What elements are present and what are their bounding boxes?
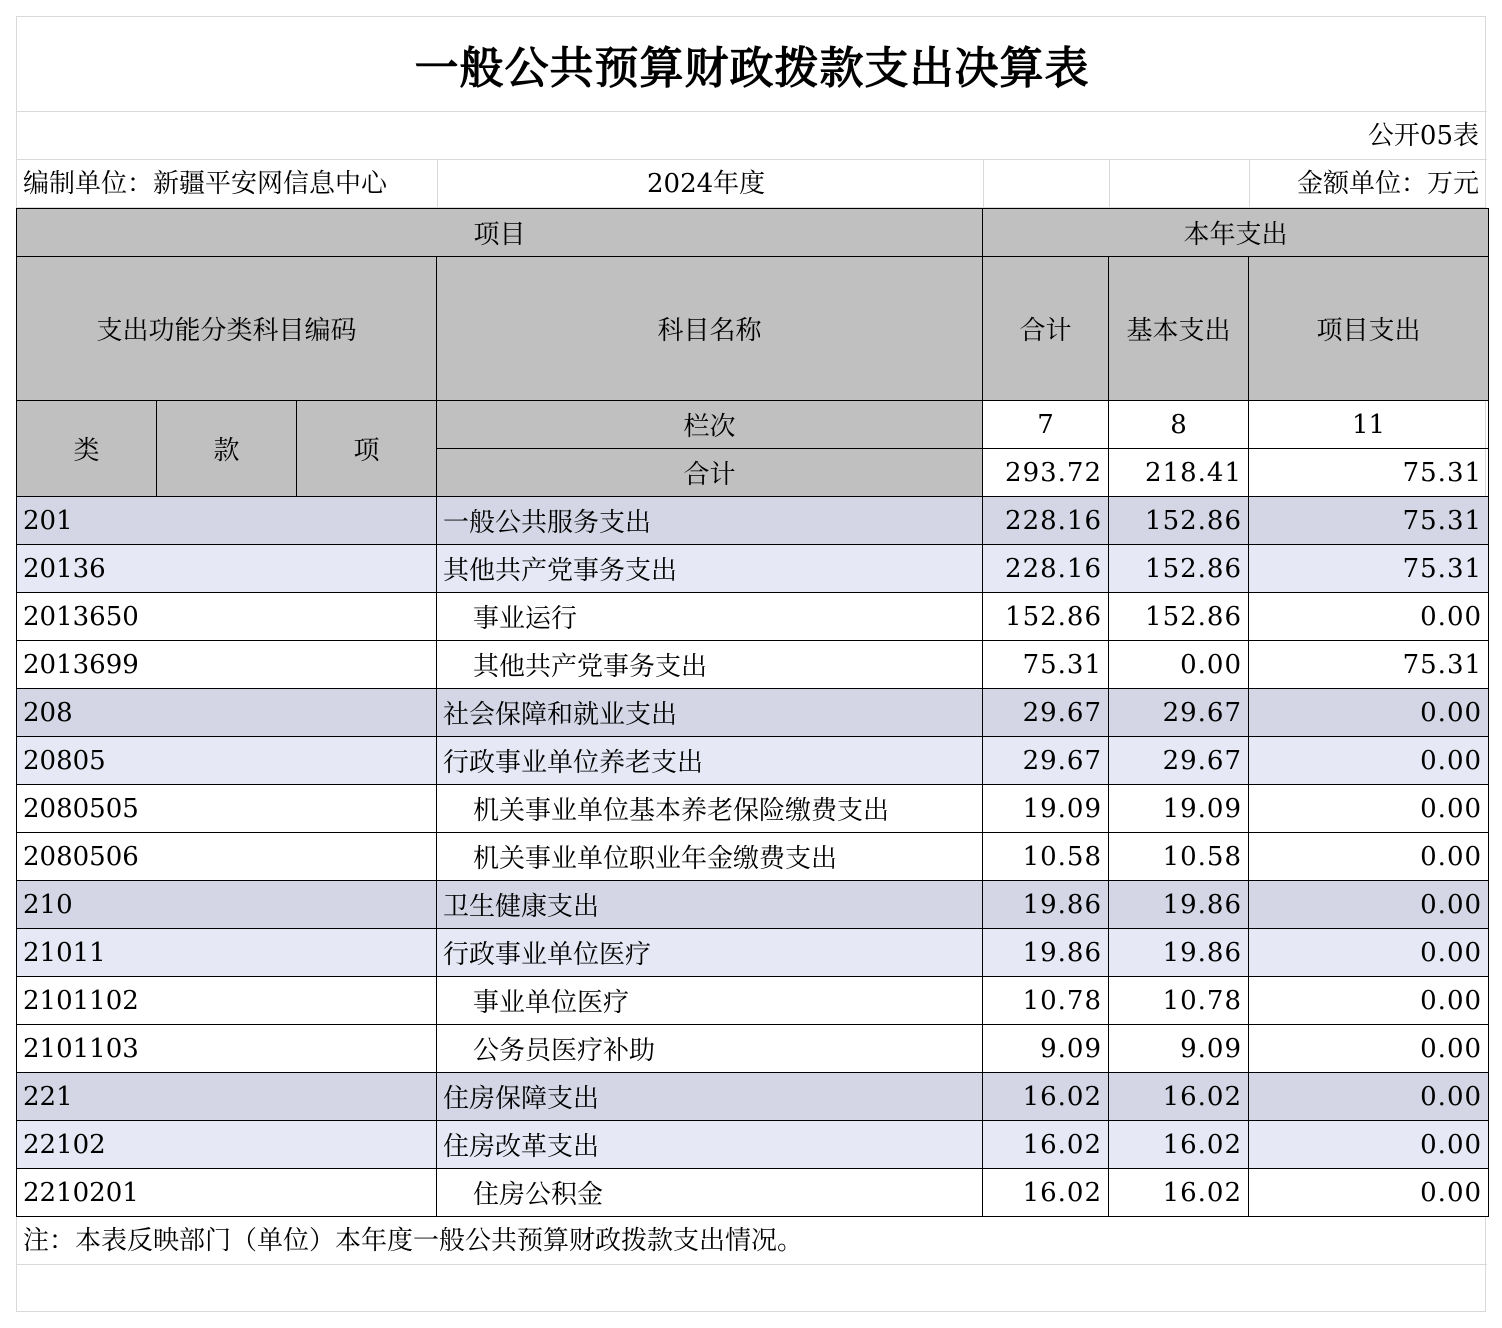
- meta-row: [17, 160, 1487, 208]
- row-name: 机关事业单位职业年金缴费支出: [437, 833, 983, 881]
- row-total: 16.02: [983, 1073, 1109, 1121]
- row-name: 其他共产党事务支出: [437, 641, 983, 689]
- table-row: [17, 977, 1489, 1025]
- row-project: 0.00: [1249, 1121, 1489, 1169]
- header-current-year-spend: 本年支出: [983, 209, 1489, 257]
- header-kuan: 款: [157, 401, 297, 497]
- row-total: 19.09: [983, 785, 1109, 833]
- row-name: 住房公积金: [437, 1169, 983, 1217]
- row-basic: 16.02: [1109, 1169, 1249, 1217]
- divider: [437, 160, 438, 208]
- col-index-11: 11: [1249, 401, 1489, 449]
- row-name: 公务员医疗补助: [437, 1025, 983, 1073]
- row-code: 221: [17, 1073, 437, 1121]
- table-row: [17, 641, 1489, 689]
- table-row: [17, 881, 1489, 929]
- sum-basic: 218.41: [1109, 449, 1249, 497]
- row-code: 22102: [17, 1121, 437, 1169]
- spreadsheet: [16, 16, 1486, 1312]
- row-total: 10.58: [983, 833, 1109, 881]
- form-code: 公开05表: [1367, 121, 1479, 151]
- row-code: 208: [17, 689, 437, 737]
- table-row: [17, 593, 1489, 641]
- row-total: 9.09: [983, 1025, 1109, 1073]
- row-basic: 152.86: [1109, 497, 1249, 545]
- row-total: 16.02: [983, 1121, 1109, 1169]
- row-project: 0.00: [1249, 977, 1489, 1025]
- row-project: 75.31: [1249, 641, 1489, 689]
- header-project: 项目支出: [1249, 257, 1489, 401]
- sum-total: 293.72: [983, 449, 1109, 497]
- table-row: [17, 1025, 1489, 1073]
- table-row: [17, 497, 1489, 545]
- divider: [1249, 160, 1250, 208]
- row-basic: 152.86: [1109, 593, 1249, 641]
- row-project: 0.00: [1249, 833, 1489, 881]
- row-total: 228.16: [983, 545, 1109, 593]
- header-total: 合计: [983, 257, 1109, 401]
- row-code: 2101103: [17, 1025, 437, 1073]
- table-row: [17, 1073, 1489, 1121]
- row-basic: 16.02: [1109, 1073, 1249, 1121]
- row-total: 152.86: [983, 593, 1109, 641]
- divider: [983, 160, 984, 208]
- row-code: 20805: [17, 737, 437, 785]
- row-total: 29.67: [983, 689, 1109, 737]
- table-row: [17, 833, 1489, 881]
- row-code: 20136: [17, 545, 437, 593]
- row-basic: 152.86: [1109, 545, 1249, 593]
- col-index-8: 8: [1109, 401, 1249, 449]
- row-basic: 19.09: [1109, 785, 1249, 833]
- row-name: 事业单位医疗: [437, 977, 983, 1025]
- row-project: 0.00: [1249, 737, 1489, 785]
- row-project: 0.00: [1249, 1073, 1489, 1121]
- amount-unit: 金额单位：万元: [1296, 169, 1479, 199]
- header-lei: 类: [17, 401, 157, 497]
- row-code: 2210201: [17, 1169, 437, 1217]
- row-project: 75.31: [1249, 497, 1489, 545]
- row-total: 19.86: [983, 881, 1109, 929]
- row-total: 228.16: [983, 497, 1109, 545]
- row-project: 0.00: [1249, 929, 1489, 977]
- table-row: [17, 785, 1489, 833]
- row-basic: 10.78: [1109, 977, 1249, 1025]
- row-project: 75.31: [1249, 545, 1489, 593]
- sum-label: 合计: [437, 449, 983, 497]
- row-name: 行政事业单位医疗: [437, 929, 983, 977]
- row-name: 社会保障和就业支出: [437, 689, 983, 737]
- row-total: 10.78: [983, 977, 1109, 1025]
- table-row: [17, 737, 1489, 785]
- footnote: 注：本表反映部门（单位）本年度一般公共预算财政拨款支出情况。: [17, 1217, 1487, 1265]
- report-title: 一般公共预算财政拨款支出决算表: [17, 17, 1487, 112]
- row-project: 0.00: [1249, 881, 1489, 929]
- row-project: 0.00: [1249, 1025, 1489, 1073]
- row-basic: 19.86: [1109, 881, 1249, 929]
- row-name: 行政事业单位养老支出: [437, 737, 983, 785]
- row-code: 201: [17, 497, 437, 545]
- row-total: 75.31: [983, 641, 1109, 689]
- row-basic: 9.09: [1109, 1025, 1249, 1073]
- row-basic: 29.67: [1109, 689, 1249, 737]
- row-name: 其他共产党事务支出: [437, 545, 983, 593]
- row-name: 机关事业单位基本养老保险缴费支出: [437, 785, 983, 833]
- row-project: 0.00: [1249, 1169, 1489, 1217]
- row-total: 16.02: [983, 1169, 1109, 1217]
- header-column-index: 栏次: [437, 401, 983, 449]
- header-item: 项目: [17, 209, 983, 257]
- row-basic: 29.67: [1109, 737, 1249, 785]
- header-subject-name: 科目名称: [437, 257, 983, 401]
- row-code: 2101102: [17, 977, 437, 1025]
- expenditure-table: [16, 208, 1489, 1217]
- row-basic: 19.86: [1109, 929, 1249, 977]
- divider: [1109, 160, 1110, 208]
- row-basic: 10.58: [1109, 833, 1249, 881]
- row-code: 2080505: [17, 785, 437, 833]
- table-row: [17, 1121, 1489, 1169]
- form-code-row: [17, 112, 1487, 160]
- row-name: 事业运行: [437, 593, 983, 641]
- row-total: 29.67: [983, 737, 1109, 785]
- row-name: 卫生健康支出: [437, 881, 983, 929]
- table-row: [17, 929, 1489, 977]
- row-basic: 16.02: [1109, 1121, 1249, 1169]
- row-total: 19.86: [983, 929, 1109, 977]
- col-index-7: 7: [983, 401, 1109, 449]
- row-basic: 0.00: [1109, 641, 1249, 689]
- table-row: [17, 1169, 1489, 1217]
- header-func-code: 支出功能分类科目编码: [17, 257, 437, 401]
- header-xiang: 项: [297, 401, 437, 497]
- header-basic: 基本支出: [1109, 257, 1249, 401]
- sum-project: 75.31: [1249, 449, 1489, 497]
- report-year: 2024年度: [647, 169, 766, 199]
- unit-label: 编制单位：新疆平安网信息中心: [23, 169, 388, 199]
- row-code: 2080506: [17, 833, 437, 881]
- row-project: 0.00: [1249, 593, 1489, 641]
- row-name: 一般公共服务支出: [437, 497, 983, 545]
- row-code: 2013650: [17, 593, 437, 641]
- row-project: 0.00: [1249, 785, 1489, 833]
- table-row: [17, 545, 1489, 593]
- row-code: 210: [17, 881, 437, 929]
- row-name: 住房改革支出: [437, 1121, 983, 1169]
- row-code: 2013699: [17, 641, 437, 689]
- table-row: [17, 689, 1489, 737]
- row-code: 21011: [17, 929, 437, 977]
- row-project: 0.00: [1249, 689, 1489, 737]
- row-name: 住房保障支出: [437, 1073, 983, 1121]
